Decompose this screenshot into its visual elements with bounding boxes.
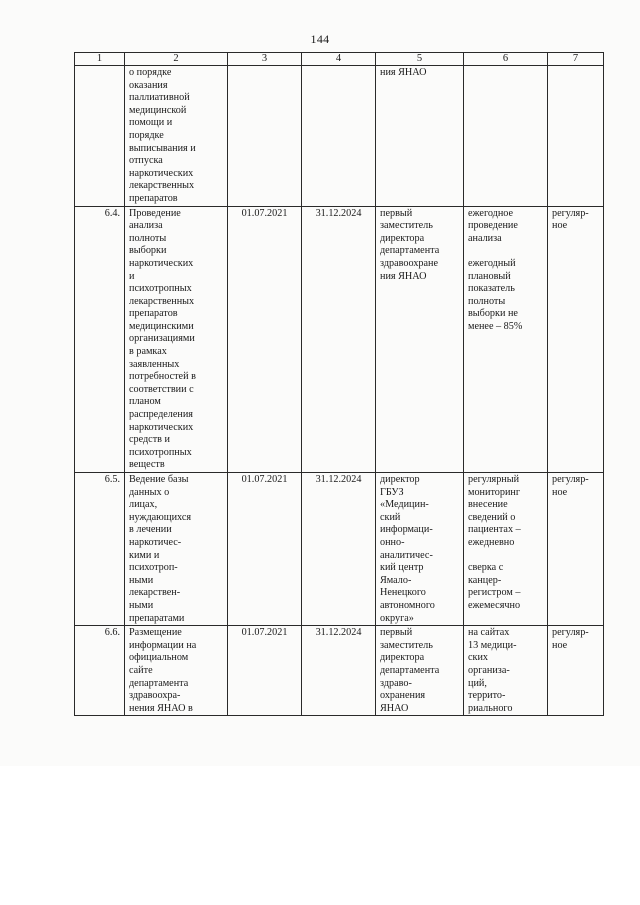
cell-line: планом bbox=[129, 396, 161, 408]
cell-line: потребностей в bbox=[129, 371, 196, 383]
cell-line: плановый bbox=[468, 270, 511, 282]
cell-line: выписывания и bbox=[129, 142, 196, 154]
page-number: 144 bbox=[310, 32, 330, 46]
start-date-cell: 01.07.2021 bbox=[228, 206, 302, 472]
cell-line: препаратами bbox=[129, 612, 185, 624]
cell-line: полноты bbox=[468, 295, 506, 307]
cell-line: риального bbox=[468, 702, 513, 714]
header-cell: 7 bbox=[548, 53, 604, 66]
cell-line: информации на bbox=[129, 639, 197, 651]
cell-line: психотроп- bbox=[129, 562, 178, 574]
cell-line: ГБУЗ bbox=[380, 486, 404, 498]
cell-line: оказания bbox=[129, 79, 168, 91]
cell-line: здравоохране bbox=[380, 257, 438, 269]
start-date-cell bbox=[228, 66, 302, 207]
cell-line: лекарственных bbox=[129, 295, 195, 307]
cell-line: нуждающихся bbox=[129, 511, 192, 523]
cell-line: регуляр- bbox=[552, 627, 589, 639]
cell-line: отпуска bbox=[129, 155, 163, 167]
cell-line: ными bbox=[129, 574, 154, 586]
cell-line: анализа bbox=[468, 232, 502, 244]
cell-line: сверка с bbox=[468, 562, 504, 574]
cell-line: директора bbox=[380, 232, 425, 244]
cell-line: регуляр- bbox=[552, 474, 589, 485]
cell-line: анализа bbox=[129, 220, 163, 232]
header-cell: 2 bbox=[125, 53, 228, 66]
cell-line: кими и bbox=[129, 549, 160, 561]
cell-line: наркотических bbox=[129, 421, 194, 433]
cell-line: медицинскими bbox=[129, 320, 194, 332]
cell-line: информаци- bbox=[380, 524, 433, 536]
cell-line: автономного bbox=[380, 599, 435, 611]
cell-line: ное bbox=[552, 220, 568, 232]
cell-line: первый bbox=[380, 627, 413, 639]
cell-line: регуляр- bbox=[552, 207, 589, 219]
cell-line: помощи и bbox=[129, 117, 173, 129]
cell-line: террито- bbox=[468, 690, 506, 702]
result-cell bbox=[464, 206, 548, 472]
end-date-cell: 31.12.2024 bbox=[302, 626, 376, 716]
cell-line: 13 медици- bbox=[468, 639, 517, 651]
row-number-cell: 6.6. bbox=[75, 626, 125, 716]
cell-line: ежедневно bbox=[468, 536, 515, 548]
header-cell: 4 bbox=[302, 53, 376, 66]
measure-cell bbox=[125, 66, 228, 207]
cell-line: внесение bbox=[468, 499, 508, 511]
table-row bbox=[75, 66, 604, 207]
table-header-row bbox=[75, 53, 604, 66]
line-gap bbox=[468, 245, 543, 258]
cell-line: ное bbox=[552, 486, 568, 498]
periodicity-cell bbox=[548, 626, 604, 716]
cell-line: и bbox=[129, 270, 135, 282]
table-row bbox=[75, 626, 604, 716]
cell-line: выборки bbox=[129, 245, 167, 257]
cell-line: организа- bbox=[468, 664, 510, 676]
periodicity-cell bbox=[548, 66, 604, 207]
cell-line: ными bbox=[129, 599, 154, 611]
cell-line: показатель bbox=[468, 283, 515, 295]
cell-line: первый bbox=[380, 207, 413, 219]
cell-line: заявленных bbox=[129, 358, 180, 370]
line-gap bbox=[468, 550, 543, 563]
cell-line: кий центр bbox=[380, 562, 424, 574]
cell-line: на сайтах bbox=[468, 627, 510, 639]
cell-line: лекарствен- bbox=[129, 587, 181, 599]
cell-line: канцер- bbox=[468, 574, 502, 586]
responsible-cell bbox=[376, 66, 464, 207]
cell-line: Ведение базы bbox=[129, 474, 189, 485]
cell-line: наркотичес- bbox=[129, 536, 182, 548]
cell-line: директора bbox=[380, 652, 425, 664]
cell-line: Ямало- bbox=[380, 574, 412, 586]
cell-line: ния ЯНАО bbox=[380, 270, 427, 282]
cell-line: наркотических bbox=[129, 257, 194, 269]
cell-line: ежегодный bbox=[468, 257, 516, 269]
cell-line: средств и bbox=[129, 434, 170, 446]
header-cell: 3 bbox=[228, 53, 302, 66]
cell-line: ский bbox=[380, 511, 401, 523]
measure-cell bbox=[125, 473, 228, 626]
cell-line: сайте bbox=[129, 664, 153, 676]
cell-line: Ненецкого bbox=[380, 587, 426, 599]
responsible-cell bbox=[376, 206, 464, 472]
end-date-cell: 31.12.2024 bbox=[302, 473, 376, 626]
responsible-cell bbox=[376, 473, 464, 626]
cell-line: соответствии с bbox=[129, 383, 194, 395]
cell-line: лекарственных bbox=[129, 180, 195, 192]
header-cell: 6 bbox=[464, 53, 548, 66]
cell-line: департамента bbox=[380, 664, 440, 676]
table-row bbox=[75, 206, 604, 472]
measure-cell bbox=[125, 206, 228, 472]
cell-line: онно- bbox=[380, 536, 405, 548]
cell-line: официальном bbox=[129, 652, 189, 664]
cell-line: директор bbox=[380, 474, 420, 485]
cell-line: Проведение bbox=[129, 207, 181, 219]
cell-line: наркотических bbox=[129, 167, 194, 179]
end-date-cell bbox=[302, 66, 376, 207]
cell-line: департамента bbox=[380, 245, 440, 257]
measure-cell bbox=[125, 626, 228, 716]
cell-line: полноты bbox=[129, 232, 167, 244]
cell-line: психотропных bbox=[129, 283, 192, 295]
cell-line: о порядке bbox=[129, 67, 172, 78]
result-cell bbox=[464, 626, 548, 716]
row-number-cell bbox=[75, 66, 125, 207]
cell-line: пациентах – bbox=[468, 524, 521, 536]
cell-line: проведение bbox=[468, 220, 518, 232]
row-number-cell: 6.5. bbox=[75, 473, 125, 626]
header-cell: 1 bbox=[75, 53, 125, 66]
cell-line: Размещение bbox=[129, 627, 182, 639]
cell-line: веществ bbox=[129, 459, 165, 471]
cell-line: данных о bbox=[129, 486, 170, 498]
measures-table bbox=[74, 52, 604, 716]
cell-line: организациями bbox=[129, 333, 195, 345]
cell-line: «Медицин- bbox=[380, 499, 429, 511]
header-cell: 5 bbox=[376, 53, 464, 66]
cell-line: психотропных bbox=[129, 446, 192, 458]
cell-line: порядке bbox=[129, 129, 164, 141]
cell-line: департамента bbox=[129, 677, 189, 689]
responsible-cell bbox=[376, 626, 464, 716]
blank-margin bbox=[0, 766, 640, 905]
table-row bbox=[75, 473, 604, 626]
start-date-cell: 01.07.2021 bbox=[228, 626, 302, 716]
cell-line: округа» bbox=[380, 612, 414, 624]
cell-line: в лечении bbox=[129, 524, 172, 536]
cell-line: медицинской bbox=[129, 104, 187, 116]
cell-line: охранения bbox=[380, 690, 426, 702]
cell-line: регистром – bbox=[468, 587, 521, 599]
cell-line: препаратов bbox=[129, 192, 178, 204]
cell-line: заместитель bbox=[380, 220, 433, 232]
cell-line: здравоохра- bbox=[129, 690, 181, 702]
cell-line: выборки не bbox=[468, 308, 518, 320]
cell-line: ния ЯНАО bbox=[380, 67, 427, 78]
cell-line: ций, bbox=[468, 677, 487, 689]
end-date-cell: 31.12.2024 bbox=[302, 206, 376, 472]
cell-line: мониторинг bbox=[468, 486, 521, 498]
cell-line: распределения bbox=[129, 409, 193, 421]
cell-line: сведений о bbox=[468, 511, 516, 523]
cell-line: аналитичес- bbox=[380, 549, 433, 561]
result-cell bbox=[464, 66, 548, 207]
cell-line: препаратов bbox=[129, 308, 178, 320]
cell-line: в рамках bbox=[129, 346, 167, 358]
periodicity-cell bbox=[548, 473, 604, 626]
cell-line: ежегодное bbox=[468, 207, 514, 219]
cell-line: лицах, bbox=[129, 499, 158, 511]
cell-line: здраво- bbox=[380, 677, 412, 689]
cell-line: менее – 85% bbox=[468, 320, 523, 332]
periodicity-cell bbox=[548, 206, 604, 472]
cell-line: ежемесячно bbox=[468, 599, 521, 611]
cell-line: регулярный bbox=[468, 474, 520, 485]
cell-line: ских bbox=[468, 652, 489, 664]
cell-line: нения ЯНАО в bbox=[129, 702, 193, 714]
cell-line: ное bbox=[552, 639, 568, 651]
cell-line: ЯНАО bbox=[380, 702, 409, 714]
start-date-cell: 01.07.2021 bbox=[228, 473, 302, 626]
cell-line: заместитель bbox=[380, 639, 433, 651]
result-cell bbox=[464, 473, 548, 626]
cell-line: паллиативной bbox=[129, 92, 190, 104]
row-number-cell: 6.4. bbox=[75, 206, 125, 472]
